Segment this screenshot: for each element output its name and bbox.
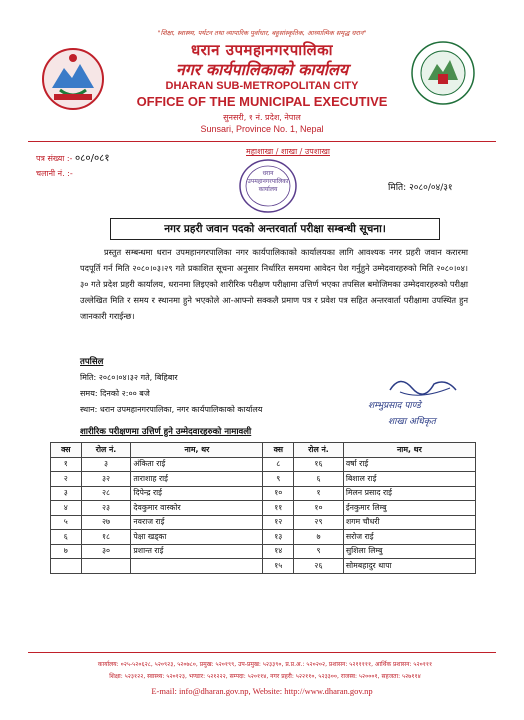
table-cell: सुशिला लिम्बु bbox=[343, 544, 475, 559]
table-cell: ११ bbox=[263, 501, 294, 516]
table-cell bbox=[81, 559, 131, 574]
table-cell: मिलन प्रसाद राई bbox=[343, 486, 475, 501]
table-row bbox=[51, 515, 476, 530]
letter-number-value: ०८०/०८१ bbox=[74, 153, 110, 164]
table-cell: ३० bbox=[81, 544, 131, 559]
candidate-table bbox=[50, 442, 476, 574]
table-cell: दिपेन्द्र राई bbox=[131, 486, 263, 501]
letter-date bbox=[388, 180, 453, 193]
table-cell: ३२ bbox=[81, 472, 131, 487]
table-cell: ७ bbox=[51, 544, 82, 559]
table-cell: ४ bbox=[51, 501, 82, 516]
signatory-title: शाखा अधिकृत bbox=[388, 417, 436, 427]
notice-body bbox=[80, 244, 468, 324]
footer-divider bbox=[28, 652, 496, 653]
table-cell: २९ bbox=[294, 515, 344, 530]
table-cell: ३ bbox=[81, 457, 131, 472]
table-cell: ईनकुमार लिम्बु bbox=[343, 501, 475, 516]
column-header: रोल नं. bbox=[294, 443, 344, 458]
letter-number-label: पत्र संख्या :- bbox=[36, 154, 73, 163]
table-cell: १० bbox=[263, 486, 294, 501]
interview-place: स्थान: धरान उपमहानगरपालिका, नगर कार्यपालिकाको कार्यालय bbox=[80, 405, 263, 414]
table-row bbox=[51, 559, 476, 574]
table-row bbox=[51, 501, 476, 516]
table-cell: सरोज राई bbox=[343, 530, 475, 545]
column-header: क्स bbox=[263, 443, 294, 458]
notice-title: नगर प्रहरी जवान पदको अन्तरवार्ता परीक्षा सम्बन्धी सूचना। bbox=[110, 218, 440, 240]
table-cell: पेक्षा खड्का bbox=[131, 530, 263, 545]
stamp-line: धरान bbox=[262, 170, 274, 177]
interview-date: मिति: २०८०।०४।३२ गते, बिहिबार bbox=[80, 373, 178, 382]
header-divider bbox=[28, 141, 496, 142]
table-cell: २८ bbox=[81, 486, 131, 501]
table-cell: १ bbox=[51, 457, 82, 472]
table-cell bbox=[131, 559, 263, 574]
table-cell: नवराज राई bbox=[131, 515, 263, 530]
table-cell: ९ bbox=[263, 472, 294, 487]
column-header: रोल नं. bbox=[81, 443, 131, 458]
table-cell: ६ bbox=[51, 530, 82, 545]
table-header-row bbox=[51, 443, 476, 458]
table-cell: १६ bbox=[294, 457, 344, 472]
table-cell: १३ bbox=[263, 530, 294, 545]
date-label: मिति: bbox=[388, 183, 407, 193]
table-cell: १८ bbox=[81, 530, 131, 545]
table-row bbox=[51, 472, 476, 487]
table-cell: देवकुमार वास्कोर bbox=[131, 501, 263, 516]
footer-contacts: कार्यालय: ०२५-५२०६२८, ५२०९२३, ५२०७८०, प्रमुख: ५२०१९९, उप-प्रमुख: ५२३३९०, प्र.प्र.अ.: ५२०२०२, प्रशासन: ५२१११११, आर्थिक प्रशासन: ५२०१११ bbox=[97, 661, 433, 668]
office-name-english: OFFICE OF THE MUNICIPAL EXECUTIVE bbox=[136, 94, 388, 109]
org-name-nepali: धरान उपमहानगरपालिका bbox=[190, 41, 334, 59]
letter-number-row bbox=[36, 150, 110, 164]
table-cell: शगम चौधरी bbox=[343, 515, 475, 530]
signatory-name: शम्भुप्रसाद पाण्डे bbox=[368, 401, 421, 411]
table-cell: ३ bbox=[51, 486, 82, 501]
table-cell: अंकिता राई bbox=[131, 457, 263, 472]
table-row bbox=[51, 530, 476, 545]
table-row bbox=[51, 544, 476, 559]
table-cell: २३ bbox=[81, 501, 131, 516]
candidate-list-title: शारीरिक परीक्षणमा उत्तिर्ण हुने उम्मेदवारहरुको नामावली bbox=[80, 427, 252, 437]
address-english: Sunsari, Province No. 1, Nepal bbox=[200, 124, 324, 134]
table-cell: ८ bbox=[263, 457, 294, 472]
table-cell: ६ bbox=[294, 472, 344, 487]
footer-email-website: E-mail: info@dharan.gov.np, Website: http://www.dharan.gov.np bbox=[151, 686, 373, 696]
table-cell: १२ bbox=[263, 515, 294, 530]
table-cell: १५ bbox=[263, 559, 294, 574]
stamp-text bbox=[228, 170, 308, 194]
table-cell: बिशाल राई bbox=[343, 472, 475, 487]
dispatch-number-label: चलानी नं. :- bbox=[36, 169, 73, 178]
interview-time: समय: दिनको २:०० बजे bbox=[80, 389, 150, 398]
section-label: महाशाखा / शाखा / उपशाखा bbox=[246, 147, 330, 156]
table-cell: २६ bbox=[294, 559, 344, 574]
details-heading: तपसिल bbox=[80, 357, 104, 367]
stamp-line: कार्यालय bbox=[258, 186, 278, 193]
org-name-english: DHARAN SUB-METROPOLITAN CITY bbox=[165, 80, 359, 92]
date-value: २०८०/०४/३१ bbox=[409, 183, 453, 193]
stamp-line: उपमहानगरपालिका bbox=[247, 178, 289, 185]
table-cell: २ bbox=[51, 472, 82, 487]
table-cell: ५ bbox=[51, 515, 82, 530]
table-cell: ताराशाह राई bbox=[131, 472, 263, 487]
body-paragraph: प्रस्तुत सम्बन्धमा धरान उपमहानगरपालिका नगर कार्यपालिकाको कार्यालयका लागि आवश्यक नगर प्रहरी जवान करारमा पदपूर्ति गर्न मिति २०८०।०३।२९ गते प्रकाशित सूचना अनुसार निर्धारित समयमा आवेदन पेश गर्नुहुने उम्मेदवारहरुको मिति २०८०।०४।३० गते प्रदेश प्रहरी कार्यालय, धरानमा लिइएको शारीरिक परीक्षण परीक्षामा उत्तिर्ण भएका तपसिल बमोजिमका उम्मेदवारहरुको परीक्षा उल्लेखित मिति र समय र स्थानमा हुने भएकोले आ-आफ्नो सक्कलै प्रमाण पत्र र प्रवेश पत्र सहित अन्तरवार्ता परीक्षामा उपस्थित हुन जानकारी गराईन्छ। bbox=[80, 247, 468, 321]
table-cell bbox=[51, 559, 82, 574]
table-cell: १० bbox=[294, 501, 344, 516]
table-cell: प्रशान्त राई bbox=[131, 544, 263, 559]
table-cell: वर्षा राई bbox=[343, 457, 475, 472]
table-row bbox=[51, 486, 476, 501]
footer-departments: शिक्षा: ५२३१२२, स्वास्थ्य: ५२०१२३, भण्डार: ५२१२२२, सम्पदा: ५२०११४, नगर प्रहरी: ५२२११०, ५२३३००, राजस्व: ५२०००१, सहजता: ५२७११४ bbox=[109, 673, 421, 680]
column-header: नाम, थर bbox=[343, 443, 475, 458]
address-nepali: सुनसरी, १ नं. प्रदेश, नेपाल bbox=[223, 113, 301, 122]
column-header: नाम, थर bbox=[131, 443, 263, 458]
table-cell: सोमबहादुर थापा bbox=[343, 559, 475, 574]
office-name-nepali: नगर कार्यपालिकाको कार्यालय bbox=[175, 60, 349, 79]
table-cell: ९ bbox=[294, 544, 344, 559]
table-row bbox=[51, 457, 476, 472]
table-cell: १४ bbox=[263, 544, 294, 559]
table-cell: २७ bbox=[81, 515, 131, 530]
column-header: क्स bbox=[51, 443, 82, 458]
header-motto: "शिक्षा, स्वास्थ्य, पर्यटन तथा व्यापारिक पूर्वाधार, बहुसांस्कृतिक, आध्यात्मिक समृद्ध धरान" bbox=[157, 29, 367, 37]
table-cell: ७ bbox=[294, 530, 344, 545]
table-cell: १ bbox=[294, 486, 344, 501]
city-seal-icon bbox=[410, 40, 476, 106]
